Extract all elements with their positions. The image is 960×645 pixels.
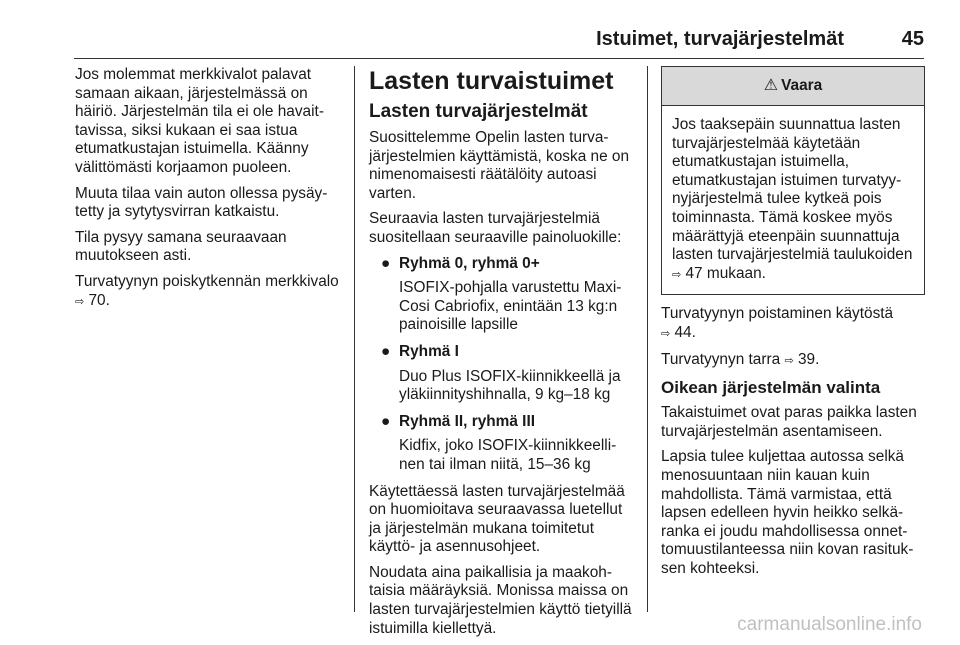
watermark: carmanualsonline.info [737, 614, 922, 635]
paragraph [661, 351, 924, 371]
warning-text: Jos taaksepäin suunnattua lasten turvajärjestelmää käytetään etumatkustajan istuimella, etumatkustajan istuimen turvatyynyjärjestelmä tulee kytkeä pois toiminnasta. Tämä koskee myös määrättyjä eteenpäin suunnattuja lasten turvajärjestelmiä taulukoiden [672, 116, 913, 264]
column-divider-1 [354, 66, 355, 612]
section-heading: Lasten turvaistuimet [369, 67, 614, 95]
paragraph: Suosittelemme Opelin lasten turvajärjestelmien käyttämistä, koska ne on nimenomaisesti räätälöity autoasi varten. [369, 129, 630, 202]
paragraph [75, 273, 345, 311]
warning-header [662, 67, 924, 106]
header-title: Istuimet, turvajärjestelmät [596, 28, 844, 50]
paragraph: Jos molemmat merkkivalot palavat samaan aikaan, järjestelmässä on häiriö. Järjestelmän tila ei ole havaittavissa, siksi kukaan ei saa istua etumatkustajan istuimella. Käänny välittömästi korjaamon puoleen. [75, 66, 324, 176]
subsection-heading: Oikean järjestelmän valinta [661, 378, 881, 398]
paragraph: Käytettäessä lasten turvajärjestelmää on huomioitava seuraavassa luetellut ja järjestelmän mukana toimitetut käyttö- ja asennusohjeet. [369, 482, 625, 556]
paragraph-text: Turvatyynyn poiskytkennän merkkivalo [75, 272, 339, 290]
reference-arrow-icon: ⇨ [661, 327, 671, 340]
reference-arrow-icon: ⇨ [784, 354, 794, 367]
subsection-heading: Lasten turvajärjestelmät [369, 101, 588, 122]
paragraph [661, 305, 924, 343]
bullet-icon: ● [381, 342, 391, 360]
list-item-title: Ryhmä 0, ryhmä 0+ [399, 254, 540, 272]
list-item [369, 255, 633, 335]
list-item-description: Kidfix, joko ISOFIX-kiinnikkeellinen tai ilman niitä, 15–36 kg [399, 437, 617, 473]
page-reference-link[interactable]: 44. [670, 323, 696, 341]
column-1 [75, 66, 345, 318]
list-item-title: Ryhmä I [399, 342, 459, 360]
paragraph: Noudata aina paikallisia ja maakohtaisia määräyksiä. Monissa maissa on lasten turvajärjestelmien käyttö tietyillä istuimilla kiellettyä. [369, 563, 632, 637]
bullet-icon: ● [381, 254, 391, 272]
list-item [369, 413, 633, 475]
warning-title: Vaara [781, 76, 823, 94]
bullet-icon: ● [381, 412, 391, 430]
reference-arrow-icon: ⇨ [672, 268, 682, 281]
paragraph: Muuta tilaa vain auton ollessa pysäytetty ja sytytysvirran katkaistu. [75, 184, 328, 221]
paragraph: Takaistuimet ovat paras paikka lasten turvajärjestelmän asentamiseen. [661, 404, 917, 440]
list-item-description: Duo Plus ISOFIX-kiinnikkeellä ja yläkiinnityshihnalla, 9 kg–18 kg [399, 367, 621, 404]
paragraph-text: Turvatyynyn tarra [661, 350, 785, 368]
warning-box [661, 66, 925, 295]
list-item [369, 343, 633, 405]
warning-triangle-icon: ⚠ [763, 76, 779, 94]
header-divider [74, 58, 924, 59]
page-reference-link[interactable]: 39. [793, 350, 820, 368]
paragraph: Tila pysyy samana seuraavaan muutokseen asti. [75, 228, 287, 265]
page-reference-link[interactable]: 47 mukaan. [681, 264, 766, 282]
list-item-description: ISOFIX-pohjalla varustettu Maxi-Cosi Cabriofix, enintään 13 kg:n painoisille lapsille [399, 279, 622, 334]
list-item-title: Ryhmä II, ryhmä III [399, 412, 535, 430]
paragraph: Lapsia tulee kuljettaa autossa selkä menosuuntaan niin kauan kuin mahdollista. Tämä varmistaa, että lapsen edelleen hyvin heikko selkäranka ei joudu mahdollisessa onnettomuustilanteessa niin kovan rasituksen kohteeksi. [661, 448, 914, 577]
reference-arrow-icon: ⇨ [75, 295, 85, 308]
column-2 [369, 66, 633, 645]
column-divider-2 [647, 66, 648, 612]
page-reference-link[interactable]: 70. [84, 291, 110, 309]
column-3 [661, 66, 924, 585]
paragraph: Seuraavia lasten turvajärjestelmiä suositellaan seuraaville painoluokille: [369, 210, 622, 246]
page-header [0, 28, 924, 58]
warning-body [662, 106, 924, 294]
page-number: 45 [901, 28, 924, 50]
paragraph-text: Turvatyynyn poistaminen käytöstä [661, 305, 894, 323]
